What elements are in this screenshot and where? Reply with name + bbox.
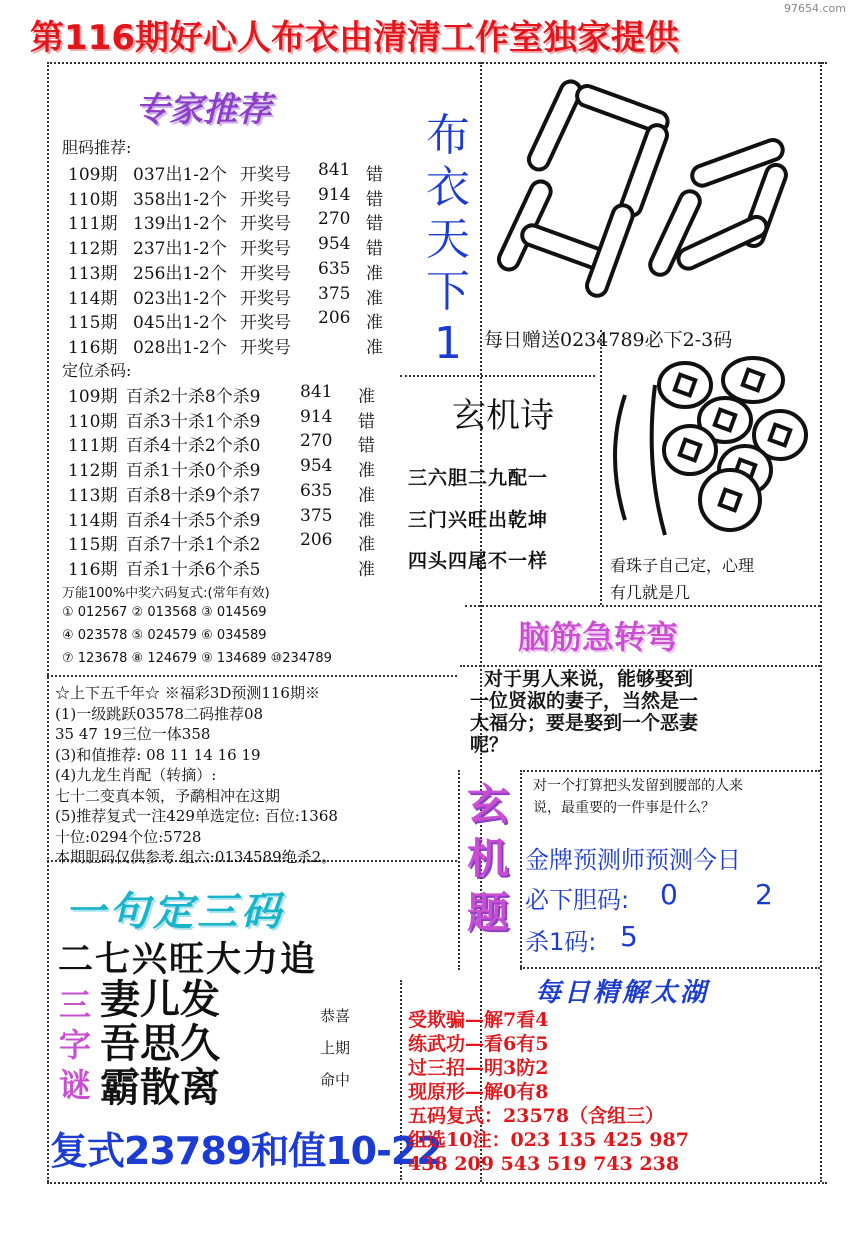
kill-draw: 270 [300,431,333,452]
gold-must-value: 0 [660,878,678,911]
gold-title: 金牌预测师预测今日 [525,846,741,874]
kill-period: 109期 [68,387,118,407]
dan-pick: 037出1-2个 [133,165,227,185]
dan-draw-label: 开奖号 [240,337,291,358]
kill-draw: 635 [300,480,333,501]
frame-bottom-line [47,1182,827,1184]
kill-result: 错 [358,411,375,432]
riddle-question-line: 对一个打算把头发留到腰部的人来 [533,778,743,794]
sanzi-line: 霸散离 [100,1064,220,1111]
dan-pick: 237出1-2个 [133,239,227,260]
big-digits-illustration [490,68,810,323]
brain-heading: 脑筋急转弯 [518,618,679,656]
kill-draw: 841 [300,382,333,402]
kill-period: 110期 [68,411,118,432]
kill-result: 准 [358,387,375,407]
dan-draw: 914 [318,184,351,205]
dan-pick: 139出1-2个 [133,214,227,235]
dan-draw: 206 [318,308,351,329]
kill-period: 113期 [68,485,118,506]
kill-label: 定位杀码: [62,361,132,380]
coins-illustration [605,355,815,550]
sanzi-char: 谜 [58,1066,91,1104]
dan-result: 准 [366,263,383,284]
riddle-char: 机 [466,834,509,883]
dan-period: 109期 [68,165,118,185]
forecast-line: (4)九龙生肖配（转摘）: [55,766,217,784]
coin-icon [723,358,783,402]
dan-period: 115期 [68,313,118,334]
dan-result: 准 [366,288,383,309]
brain-text-line: 对于男人来说，能够娶到 [484,668,694,690]
brain-text-line: 呢？ [470,734,509,756]
buyi-char: 天 [426,214,470,265]
watermark-text: 97654.com [784,2,846,15]
dan-result: 错 [366,214,383,235]
taihu-line: 过三招—明3防2 [408,1057,549,1079]
divider-poem-top [400,375,595,377]
kill-pick: 百杀1十杀6个杀5 [126,559,261,580]
frame-left-line [47,62,49,1182]
dan-draw: 375 [318,283,351,304]
riddle-char: 题 [466,888,509,937]
forecast-line: (5)推荐复式一注429单选定位: 百位:1368 [55,807,338,825]
dan-pick: 023出1-2个 [133,288,227,309]
buyi-char: 衣 [426,162,470,213]
dan-result: 错 [366,189,383,210]
taihu-line: 五码复式：23578（含组三） [408,1105,665,1127]
kill-result: 准 [358,510,375,531]
coin-icon [700,470,760,530]
kill-period: 111期 [68,436,118,457]
dan-draw-label: 开奖号 [240,263,291,284]
forecast-line: 七十二变真本领，予鹬相冲在这期 [55,786,281,805]
dan-draw: 954 [318,234,351,255]
dan-period: 114期 [68,288,118,309]
frame-top-line [47,62,827,64]
taihu-line: 受欺骗—解7看4 [408,1009,549,1031]
big-digits-text: 02 [490,68,492,69]
sanzi-char: 三 [58,986,91,1024]
riddle-vertical-title [458,778,518,940]
coins-note-line: 看珠子自己定，心理 [610,556,755,575]
riddle-char: 玄 [466,780,509,829]
kill-period: 112期 [68,461,118,482]
taihu-line: 现原形—解0有8 [408,1081,549,1103]
kill-pick: 百杀2十杀8个杀9 [126,387,261,407]
buyi-char: 1 [434,318,462,369]
dan-period: 112期 [68,239,118,260]
sanzi-congrats [320,1000,350,1096]
kill-period: 116期 [68,559,118,580]
one-line-slogan: 二七兴旺大力追 [58,940,318,980]
dan-period: 111期 [68,214,118,235]
dan-period: 116期 [68,337,118,358]
forecast-line: 十位:0294个位:5728 [55,827,202,846]
dan-pick: 358出1-2个 [133,189,227,210]
kill-pick: 百杀4十杀5个杀9 [126,510,261,531]
brain-text [470,668,698,756]
kill-pick: 百杀7十杀1个杀2 [126,535,261,556]
six-code-line: ⑦ 123678 ⑧ 124679 ⑨ 134689 ⑩234789 [62,651,332,666]
kill-result: 准 [358,461,375,482]
kill-result: 准 [358,559,375,580]
gold-kill-value: 5 [620,920,638,953]
congrats-line: 上期 [320,1039,351,1057]
sanzi-char: 字 [58,1026,91,1064]
poem-line: 四头四尾不一样 [408,550,549,572]
kill-period: 115期 [68,535,118,556]
dan-draw-label: 开奖号 [240,189,291,210]
buyi-char: 布 [426,110,470,161]
forecast-line: 本期胆码仅供参考 组六:0134589绝杀2。 [55,848,337,866]
frame-right-line [820,62,822,1182]
six-code-line: ④ 023578 ⑤ 024579 ⑥ 034589 [62,628,267,643]
six-code-line: ① 012567 ② 013568 ③ 014569 [62,605,267,620]
six-code-title: 万能100%中奖六码复式:(常年有效) [62,586,270,601]
divider-left-1 [47,675,457,677]
gold-must-label: 必下胆码: [525,886,630,914]
brain-text-line: 一位贤淑的妻子，当然是一 [470,690,699,712]
buyi-char: 下 [426,266,470,317]
buyi-vertical-title [418,110,478,370]
dan-draw-label: 开奖号 [240,214,291,235]
dan-draw-label: 开奖号 [240,313,291,334]
coins-note-line: 有几就是几 [610,583,691,602]
dan-draw-label: 开奖号 [240,239,291,260]
riddle-question-line: 说，最重要的一件事是什么？ [533,800,715,816]
dan-pick: 045出1-2个 [133,313,227,334]
dan-result: 准 [366,337,383,358]
kill-draw: 954 [300,456,333,477]
riddle-question [533,775,743,819]
one-line-heading: 一句定三码 [65,889,285,935]
taihu-lines [408,1008,689,1176]
coin-icon [659,363,711,407]
gold-kill-label: 杀1码: [525,928,597,956]
forecast-line: 35 47 19三位一体358 [55,725,211,743]
kill-draw: 375 [300,505,333,526]
dan-draw-label: 开奖号 [240,165,291,185]
divider-taihu-top [520,967,820,969]
divider-coins-left [600,330,602,605]
kill-result: 准 [358,485,375,506]
congrats-line: 恭喜 [320,1007,351,1025]
forecast-line: ☆上下五千年☆ ※福彩3D预测116期※ [55,684,320,702]
dan-result: 错 [366,165,383,185]
poem-line: 三六胆二九配一 [408,467,549,489]
forecast-block [55,683,338,868]
divider-brain-top [465,605,820,607]
dan-draw-label: 开奖号 [240,288,291,309]
dan-pick: 028出1-2个 [133,337,227,358]
kill-pick: 百杀4十杀2个杀0 [126,436,261,457]
poem-title: 玄机诗 [452,396,554,436]
dan-period: 110期 [68,189,118,210]
dan-draw: 270 [318,209,351,230]
gift-text: 每日赠送0234789必下2-3码 [484,329,733,351]
dan-label: 胆码推荐: [62,138,132,157]
coin-icon [664,426,716,474]
congrats-line: 命中 [320,1071,351,1089]
page-title: 第116期好心人布衣由清清工作室独家提供 [30,18,679,58]
kill-pick: 百杀1十杀0个杀9 [126,461,261,482]
gold-must-value: 2 [755,878,773,911]
taihu-line: 练武功—看6有5 [408,1033,549,1055]
kill-pick: 百杀3十杀1个杀9 [126,411,261,432]
sanzi-lines [100,978,220,1110]
dan-result: 准 [366,313,383,334]
sanzi-line: 吾思久 [100,1020,220,1067]
expert-heading: 专家推荐 [135,90,271,130]
forecast-line: (1)一级跳跃03578二码推荐08 [55,704,264,723]
kill-period: 114期 [68,510,118,531]
kill-pick: 百杀8十杀9个杀7 [126,485,261,506]
divider-riddle-right [520,770,522,970]
dan-period: 113期 [68,263,118,284]
kill-result: 准 [358,535,375,556]
dan-result: 错 [366,239,383,260]
divider-brain-under [460,665,820,667]
sanzi-vertical-title [55,985,95,1105]
forecast-line: (3)和值推荐: 08 11 14 16 19 [55,745,261,764]
dan-pick: 256出1-2个 [133,263,227,284]
taihu-line: 438 209 543 519 743 238 [408,1153,680,1175]
divider-riddle-top [520,770,820,772]
poem-line: 三门兴旺出乾坤 [408,509,549,531]
taihu-line: 组选10注：023 135 425 987 [408,1129,689,1151]
kill-result: 错 [358,436,375,457]
kill-draw: 206 [300,530,333,551]
taihu-heading: 每日精解太湖 [535,978,710,1008]
compound-text: 复式23789和值10-22 [50,1129,442,1173]
kill-draw: 914 [300,406,333,427]
dan-draw: 635 [318,258,351,279]
brain-text-line: 大福分；要是娶到一个恶妻 [470,712,699,734]
dan-draw: 841 [318,160,351,180]
sanzi-line: 妻儿发 [100,976,220,1023]
